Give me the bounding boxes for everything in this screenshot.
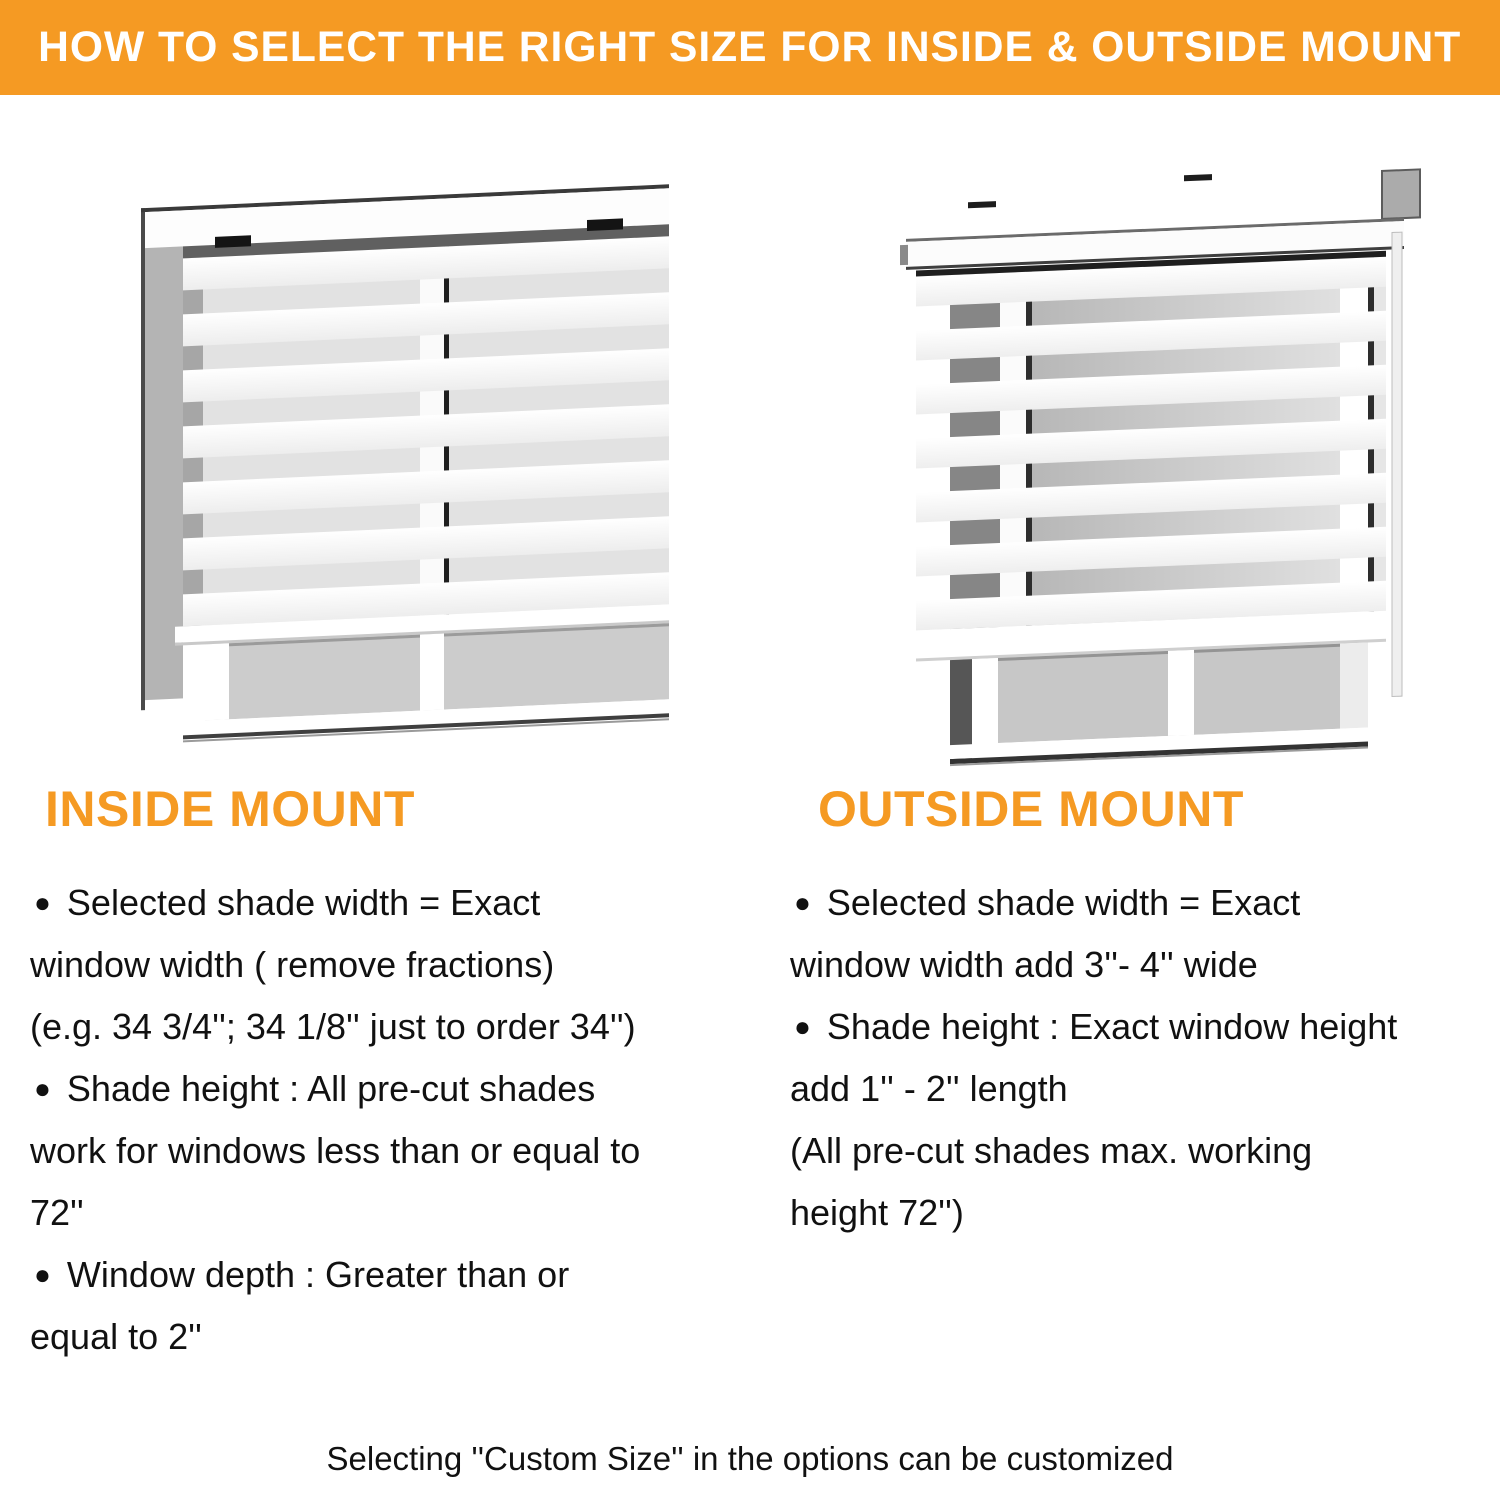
window-center-stile [1168,650,1194,736]
outside-zebra-shade [916,251,1386,662]
bullet-line [30,1244,750,1306]
bullet-line [30,1058,750,1120]
window-left-stile [205,643,229,720]
mount-board-left-end [900,245,908,265]
bullet-icon: ● [34,1073,51,1104]
bullet-text: 72'' [30,1192,84,1233]
bullet-text: equal to 2'' [30,1316,202,1357]
inside-mount-window-drawing [125,155,690,765]
bullet-line [790,872,1500,934]
wall-screw-mark [1184,174,1212,181]
wall-screw-mark [968,201,996,208]
inside-mount-heading: INSIDE MOUNT [45,781,415,837]
footer-note: Selecting ''Custom Size'' in the options can be customized [326,1440,1174,1477]
bullet-text: work for windows less than or equal to [30,1130,641,1171]
inside-zebra-shade [175,216,669,645]
bullet-text: Shade height : All pre-cut shades [66,1068,596,1109]
bullet-text: window width ( remove fractions) [30,944,555,985]
outside-mount-heading: OUTSIDE MOUNT [818,781,1244,837]
bullet-line [790,996,1500,1058]
window-right-frame [1340,643,1368,729]
window-center-stile [420,634,444,711]
mount-bracket-right [587,218,623,231]
mount-bracket-left [215,235,251,248]
inside-mount-illustration [125,155,690,765]
bullet-text: add 1'' - 2'' length [790,1068,1068,1109]
bullet-line [30,872,750,934]
outside-mount-illustration [880,140,1450,770]
bullet-text: Selected shade width = Exact [66,882,541,923]
bullet-text: window width add 3''- 4'' wide [790,944,1258,985]
bullet-text: (e.g. 34 3/4''; 34 1/8'' just to order 34'') [30,1006,636,1047]
outside-mount-details [790,872,1500,1244]
bullet-text: Shade height : Exact window height [826,1006,1398,1047]
window-left-stile [972,658,998,744]
frame-outer-edge [141,208,145,710]
bullet-icon: ● [794,887,811,918]
bullet-text: height 72'') [790,1192,964,1233]
bullet-text: (All pre-cut shades max. working [790,1130,1313,1171]
outside-mount-window-drawing [880,140,1450,770]
inside-mount-details [30,872,750,1368]
outside-lower-window [950,643,1368,767]
end-cap-bracket [1382,169,1420,219]
bullet-icon: ● [794,1011,811,1042]
bullet-text: Window depth : Greater than or [66,1254,570,1295]
banner [0,0,1500,95]
banner-title: HOW TO SELECT THE RIGHT SIZE FOR INSIDE & OUTSIDE MOUNT [38,23,1462,71]
side-rail [1392,232,1402,696]
bullet-icon: ● [34,887,51,918]
bullet-icon: ● [34,1259,51,1290]
bullet-text: Selected shade width = Exact [826,882,1301,923]
